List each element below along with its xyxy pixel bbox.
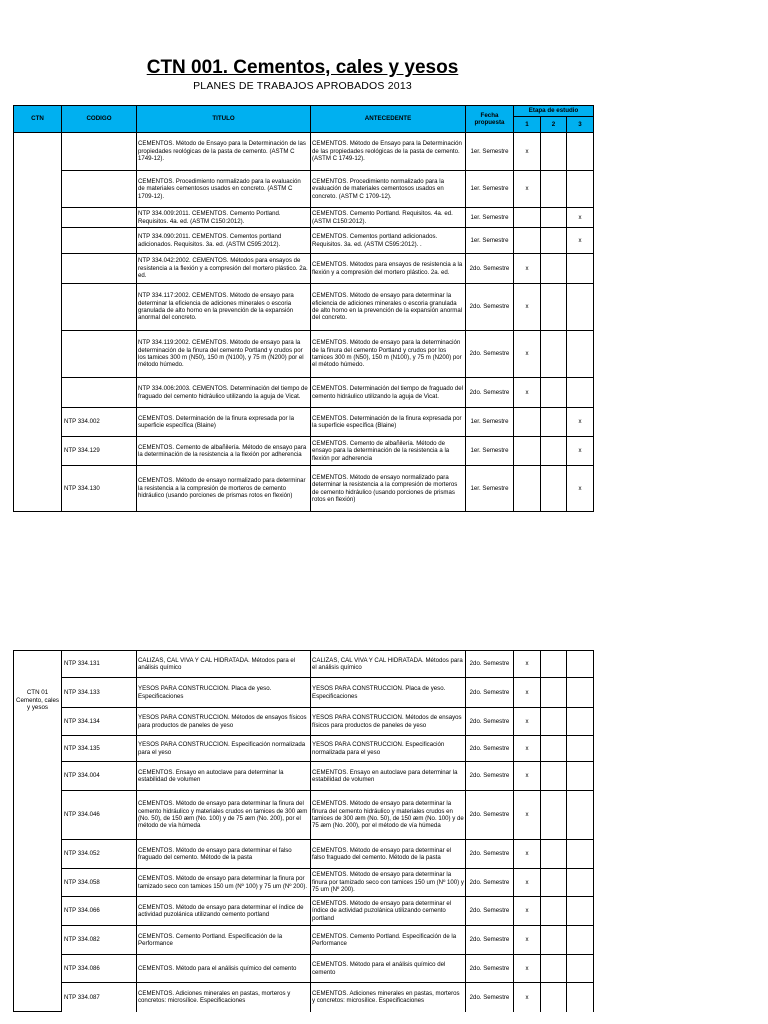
antecedente-cell: CALIZAS, CAL VIVA Y CAL HIDRATADA. Métodos para el análisis químico [311, 651, 466, 678]
etapa-1-cell [514, 437, 541, 466]
antecedente-cell: CEMENTOS. Adiciones minerales en pastas, morteros y concretos: microsílice. Especificaciones [311, 983, 466, 1012]
fecha-cell: 2do. Semestre [466, 254, 514, 284]
codigo-cell: NTP 334.131 [62, 651, 137, 678]
etapa-3-cell [567, 791, 594, 840]
table-row [14, 897, 594, 926]
etapa-2-cell [541, 208, 567, 228]
etapa-3-cell: x [567, 208, 594, 228]
etapa-2-cell [541, 736, 567, 762]
titulo-cell: CEMENTOS. Determinación de la finura expresada por la superficie específica (Blaine) [137, 408, 311, 437]
titulo-cell: YESOS PARA CONSTRUCCION. Especificación normalizada para el yeso [137, 736, 311, 762]
table-row [14, 926, 594, 955]
codigo-cell: NTP 334.134 [62, 708, 137, 736]
titulo-cell: CEMENTOS. Método de ensayo para determinar el falso fraguado del cemento. Método de la pasta [137, 840, 311, 869]
etapa-3-cell [567, 708, 594, 736]
antecedente-cell: CEMENTOS. Cemento de albañilería. Método de ensayo para la determinación de la resistencia a la flexión por adherencia [311, 437, 466, 466]
plan-table-1 [13, 105, 594, 512]
etapa-1-cell: x [514, 983, 541, 1012]
etapa-1-cell: x [514, 254, 541, 284]
titulo-cell: CEMENTOS. Método de ensayo para determinar la finura del cemento hidráulico y materiales crudos en tamices de 300 æm (No. 50), de 150 æm (No. 100) y de 75 æm (No. 200), por el método de vía húmeda [137, 791, 311, 840]
etapa-3-cell [567, 378, 594, 408]
etapa-1-cell [514, 208, 541, 228]
etapa-1-cell: x [514, 897, 541, 926]
antecedente-cell: YESOS PARA CONSTRUCCION. Especificación normalizada para el yeso [311, 736, 466, 762]
table-row [14, 651, 594, 678]
fecha-cell: 2do. Semestre [466, 840, 514, 869]
etapa-1-cell [514, 228, 541, 254]
etapa-1-cell: x [514, 869, 541, 897]
etapa-3-cell [567, 926, 594, 955]
fecha-cell: 2do. Semestre [466, 651, 514, 678]
codigo-cell [62, 331, 137, 378]
titulo-cell: NTP 334.042:2002. CEMENTOS. Métodos para ensayos de resistencia a la flexión y a compresión del mortero plástico. 2a. ed. [137, 254, 311, 284]
table-row [14, 331, 594, 378]
etapa-3-cell [567, 897, 594, 926]
etapa-2-cell [541, 378, 567, 408]
codigo-cell [62, 254, 137, 284]
document-subtitle: PLANES DE TRABAJOS APROBADOS 2013 [193, 80, 412, 92]
antecedente-cell: CEMENTOS. Procedimiento normalizado para la evaluación de materiales cementosos usados en concreto. (ASTM C 1709-12). [311, 171, 466, 208]
fecha-cell: 1er. Semestre [466, 437, 514, 466]
etapa-1-cell: x [514, 840, 541, 869]
ctn-label: CTN 01 Cemento, cales y yesos [16, 689, 59, 712]
etapa-1-cell: x [514, 926, 541, 955]
etapa-2-cell [541, 437, 567, 466]
etapa-1-cell: x [514, 955, 541, 983]
antecedente-cell: CEMENTOS. Método de ensayo normalizado para determinar la resistencia a la compresión de morteros de cemento hidráulico (usando porciones de prismas rotos en flexión) [311, 466, 466, 512]
etapa-1-cell: x [514, 736, 541, 762]
titulo-cell: CEMENTOS. Cemento Portland. Especificación de la Performance [137, 926, 311, 955]
codigo-cell: NTP 334.066 [62, 897, 137, 926]
codigo-cell [62, 133, 137, 171]
table-row [14, 869, 594, 897]
fecha-cell: 2do. Semestre [466, 955, 514, 983]
fecha-cell: 2do. Semestre [466, 926, 514, 955]
etapa-2-cell [541, 678, 567, 708]
fecha-cell: 1er. Semestre [466, 228, 514, 254]
ctn-cell [14, 651, 62, 1012]
etapa-3-cell: x [567, 437, 594, 466]
etapa-3-cell [567, 331, 594, 378]
antecedente-cell: CEMENTOS. Método de Ensayo para la Determinación de las propiedades reológicas de la pasta de cemento. (ASTM C 1749-12). [311, 133, 466, 171]
etapa-3-cell [567, 736, 594, 762]
codigo-cell: NTP 334.002 [62, 408, 137, 437]
etapa-1-cell: x [514, 171, 541, 208]
fecha-cell: 2do. Semestre [466, 869, 514, 897]
etapa-1-cell: x [514, 284, 541, 331]
etapa-2-cell [541, 708, 567, 736]
etapa-2-cell [541, 840, 567, 869]
fecha-cell: 2do. Semestre [466, 378, 514, 408]
table-row [14, 983, 594, 1012]
etapa-2-cell [541, 228, 567, 254]
etapa-2-cell [541, 133, 567, 171]
fecha-cell: 1er. Semestre [466, 133, 514, 171]
etapa-3-cell [567, 955, 594, 983]
table-row [14, 408, 594, 437]
fecha-cell: 2do. Semestre [466, 762, 514, 791]
etapa-1-cell: x [514, 708, 541, 736]
etapa-3-cell [567, 133, 594, 171]
codigo-cell: NTP 334.052 [62, 840, 137, 869]
antecedente-cell: CEMENTOS. Métodos para ensayos de resistencia a la flexión y a compresión del mortero plástico. 2a. ed. [311, 254, 466, 284]
fecha-cell: 1er. Semestre [466, 208, 514, 228]
titulo-cell: NTP 334.009:2011. CEMENTOS. Cemento Portland. Requisitos. 4a. ed. (ASTM C150:2012). [137, 208, 311, 228]
codigo-cell: NTP 334.135 [62, 736, 137, 762]
etapa-2-cell [541, 171, 567, 208]
antecedente-cell: CEMENTOS. Cemento Portland. Requisitos. 4a. ed. (ASTM C150:2012). [311, 208, 466, 228]
etapa-1-cell: x [514, 678, 541, 708]
etapa-3-cell [567, 284, 594, 331]
antecedente-cell: CEMENTOS. Determinación de la finura expresada por la superficie específica (Blaine) [311, 408, 466, 437]
etapa-3-cell: x [567, 408, 594, 437]
codigo-cell [62, 228, 137, 254]
etapa-3-cell: x [567, 228, 594, 254]
fecha-cell: 1er. Semestre [466, 171, 514, 208]
plan-table-2 [13, 650, 594, 1012]
etapa-1-cell: x [514, 331, 541, 378]
titulo-cell: CEMENTOS. Cemento de albañilería. Método de ensayo para la determinación de la resistencia a la flexión por adherencia [137, 437, 311, 466]
table-row [14, 840, 594, 869]
antecedente-cell: CEMENTOS. Método de ensayo para determinar el índice de actividad puzolánica utilizando cemento portland [311, 897, 466, 926]
header-etapa: Etapa de estudio [514, 106, 594, 117]
etapa-2-cell [541, 791, 567, 840]
fecha-cell: 2do. Semestre [466, 983, 514, 1012]
etapa-2-cell [541, 955, 567, 983]
titulo-cell: CEMENTOS. Ensayo en autoclave para determinar la estabilidad de volumen [137, 762, 311, 791]
table-row [14, 437, 594, 466]
etapa-2-cell [541, 651, 567, 678]
header-etapa-3: 3 [567, 117, 594, 133]
antecedente-cell: CEMENTOS. Determinación del tiempo de fraguado del cemento hidráulico utilizando la aguja de Vicat. [311, 378, 466, 408]
etapa-1-cell [514, 408, 541, 437]
titulo-cell: CEMENTOS. Método de ensayo para determinar la finura por tamizado seco con tamices 150 um (Nº 100) y 75 um (Nº 200). [137, 869, 311, 897]
antecedente-cell: CEMENTOS. Método de ensayo para determinar la finura del cemento hidráulico y materiales crudos en tamices de 300 æm (No. 50), de 150 æm (No. 100) y de 75 æm (No. 200), por el método de vía húmeda [311, 791, 466, 840]
codigo-cell: NTP 334.004 [62, 762, 137, 791]
etapa-1-cell: x [514, 762, 541, 791]
table-row [14, 208, 594, 228]
antecedente-cell: CEMENTOS. Método de ensayo para determinar la eficiencia de adiciones minerales o escoria granulada de alto horno en la prevención de la expansión anormal del concreto. [311, 284, 466, 331]
fecha-cell: 2do. Semestre [466, 791, 514, 840]
etapa-2-cell [541, 466, 567, 512]
titulo-cell: CEMENTOS. Método de ensayo para determinar el índice de actividad puzolánica utilizando cemento portland [137, 897, 311, 926]
fecha-cell: 2do. Semestre [466, 331, 514, 378]
plan-table-2-body [14, 651, 594, 1012]
table-row [14, 678, 594, 708]
codigo-cell [62, 284, 137, 331]
table-row [14, 254, 594, 284]
etapa-2-cell [541, 926, 567, 955]
antecedente-cell: YESOS PARA CONSTRUCCION. Métodos de ensayos físicos para productos de paneles de yeso [311, 708, 466, 736]
etapa-3-cell [567, 762, 594, 791]
titulo-cell: CALIZAS, CAL VIVA Y CAL HIDRATADA. Métodos para el análisis químico [137, 651, 311, 678]
antecedente-cell: CEMENTOS. Ensayo en autoclave para determinar la estabilidad de volumen [311, 762, 466, 791]
titulo-cell: CEMENTOS. Método para el análisis químico del cemento [137, 955, 311, 983]
etapa-2-cell [541, 254, 567, 284]
etapa-3-cell [567, 678, 594, 708]
etapa-3-cell [567, 254, 594, 284]
ctn-cell [14, 133, 62, 512]
etapa-1-cell: x [514, 651, 541, 678]
header-antecedente: ANTECEDENTE [311, 106, 466, 133]
etapa-2-cell [541, 408, 567, 437]
titulo-cell: CEMENTOS. Procedimiento normalizado para la evaluación de materiales cementosos usados en concreto. (ASTM C 1709-12). [137, 171, 311, 208]
antecedente-cell: CEMENTOS. Cementos portland adicionados. Requisitos. 3a. ed. (ASTM C595:2012). . [311, 228, 466, 254]
titulo-cell: CEMENTOS. Método de ensayo normalizado para determinar la resistencia a la compresión de morteros de cemento hidráulico (usando porciones de prismas rotos en flexión) [137, 466, 311, 512]
etapa-3-cell: x [567, 466, 594, 512]
plan-table-1-body [14, 133, 594, 512]
fecha-cell: 2do. Semestre [466, 897, 514, 926]
codigo-cell: NTP 334.133 [62, 678, 137, 708]
fecha-cell: 1er. Semestre [466, 466, 514, 512]
table-row [14, 284, 594, 331]
antecedente-cell: CEMENTOS. Cemento Portland. Especificación de la Performance [311, 926, 466, 955]
etapa-1-cell: x [514, 133, 541, 171]
etapa-3-cell [567, 840, 594, 869]
etapa-2-cell [541, 284, 567, 331]
table-row [14, 228, 594, 254]
table-row [14, 736, 594, 762]
table-row [14, 171, 594, 208]
fecha-cell: 2do. Semestre [466, 284, 514, 331]
titulo-cell: CEMENTOS. Adiciones minerales en pastas, morteros y concretos: microsílice. Especificaciones [137, 983, 311, 1012]
table-row [14, 708, 594, 736]
titulo-cell: NTP 334.117:2002. CEMENTOS. Método de ensayo para determinar la eficiencia de adiciones minerales o escoria granulada de alto horno en la prevención de la expansión anormal del concreto. [137, 284, 311, 331]
codigo-cell: NTP 334.130 [62, 466, 137, 512]
document-title: CTN 001. Cementos, cales y yesos [146, 57, 459, 78]
header-etapa-1: 1 [514, 117, 541, 133]
titulo-cell: NTP 334.006:2003. CEMENTOS. Determinación del tiempo de fraguado del cemento hidráulico utilizando la aguja de Vicat. [137, 378, 311, 408]
etapa-1-cell [514, 466, 541, 512]
codigo-cell [62, 378, 137, 408]
table-row [14, 378, 594, 408]
antecedente-cell: CEMENTOS. Método de ensayo para determinar la finura por tamizado seco con tamices 150 um (Nº 100) y 75 um (Nº 200). [311, 869, 466, 897]
codigo-cell: NTP 334.129 [62, 437, 137, 466]
etapa-2-cell [541, 897, 567, 926]
header-fecha: Fecha propuesta [466, 106, 514, 133]
table-row [14, 466, 594, 512]
table-row [14, 133, 594, 171]
etapa-2-cell [541, 983, 567, 1012]
header-etapa-2: 2 [541, 117, 567, 133]
fecha-cell: 1er. Semestre [466, 408, 514, 437]
etapa-3-cell [567, 651, 594, 678]
codigo-cell: NTP 334.086 [62, 955, 137, 983]
titulo-cell: NTP 334.090:2011. CEMENTOS. Cementos portland adicionados. Requisitos. 3a. ed. (ASTM C595:2012). [137, 228, 311, 254]
etapa-2-cell [541, 869, 567, 897]
header-ctn: CTN [14, 106, 62, 133]
codigo-cell: NTP 334.046 [62, 791, 137, 840]
antecedente-cell: CEMENTOS. Método de ensayo para determinar el falso fraguado del cemento. Método de la pasta [311, 840, 466, 869]
antecedente-cell: CEMENTOS. Método para el análisis químico del cemento [311, 955, 466, 983]
table-row [14, 955, 594, 983]
titulo-cell: YESOS PARA CONSTRUCCION. Métodos de ensayos físicos para productos de paneles de yeso [137, 708, 311, 736]
antecedente-cell: YESOS PARA CONSTRUCCION. Placa de yeso. Especificaciones [311, 678, 466, 708]
etapa-1-cell: x [514, 791, 541, 840]
etapa-3-cell [567, 869, 594, 897]
titulo-cell: NTP 334.119:2002. CEMENTOS. Método de ensayo para la determinación de la finura del cemento Portland y crudos por los tamices 300 m (N50), 150 m (N100), y 75 m (N200) por el método húmedo. [137, 331, 311, 378]
header-codigo: CODIGO [62, 106, 137, 133]
codigo-cell: NTP 334.087 [62, 983, 137, 1012]
etapa-1-cell: x [514, 378, 541, 408]
table-row [14, 762, 594, 791]
etapa-2-cell [541, 331, 567, 378]
fecha-cell: 2do. Semestre [466, 708, 514, 736]
header-titulo: TITULO [137, 106, 311, 133]
codigo-cell: NTP 334.058 [62, 869, 137, 897]
antecedente-cell: CEMENTOS. Método de ensayo para la determinación de la finura del cemento Portland y crudos por los tamices 300 m (N50), 150 m (N100), y 75 m (N200) por el método húmedo. [311, 331, 466, 378]
fecha-cell: 2do. Semestre [466, 678, 514, 708]
titulo-cell: CEMENTOS. Método de Ensayo para la Determinación de las propiedades reológicas de la pasta de cemento. (ASTM C 1749-12). [137, 133, 311, 171]
etapa-2-cell [541, 762, 567, 791]
etapa-3-cell [567, 983, 594, 1012]
fecha-cell: 2do. Semestre [466, 736, 514, 762]
table-row [14, 791, 594, 840]
etapa-3-cell [567, 171, 594, 208]
codigo-cell [62, 171, 137, 208]
codigo-cell: NTP 334.082 [62, 926, 137, 955]
titulo-cell: YESOS PARA CONSTRUCCION. Placa de yeso. Especificaciones [137, 678, 311, 708]
codigo-cell [62, 208, 137, 228]
